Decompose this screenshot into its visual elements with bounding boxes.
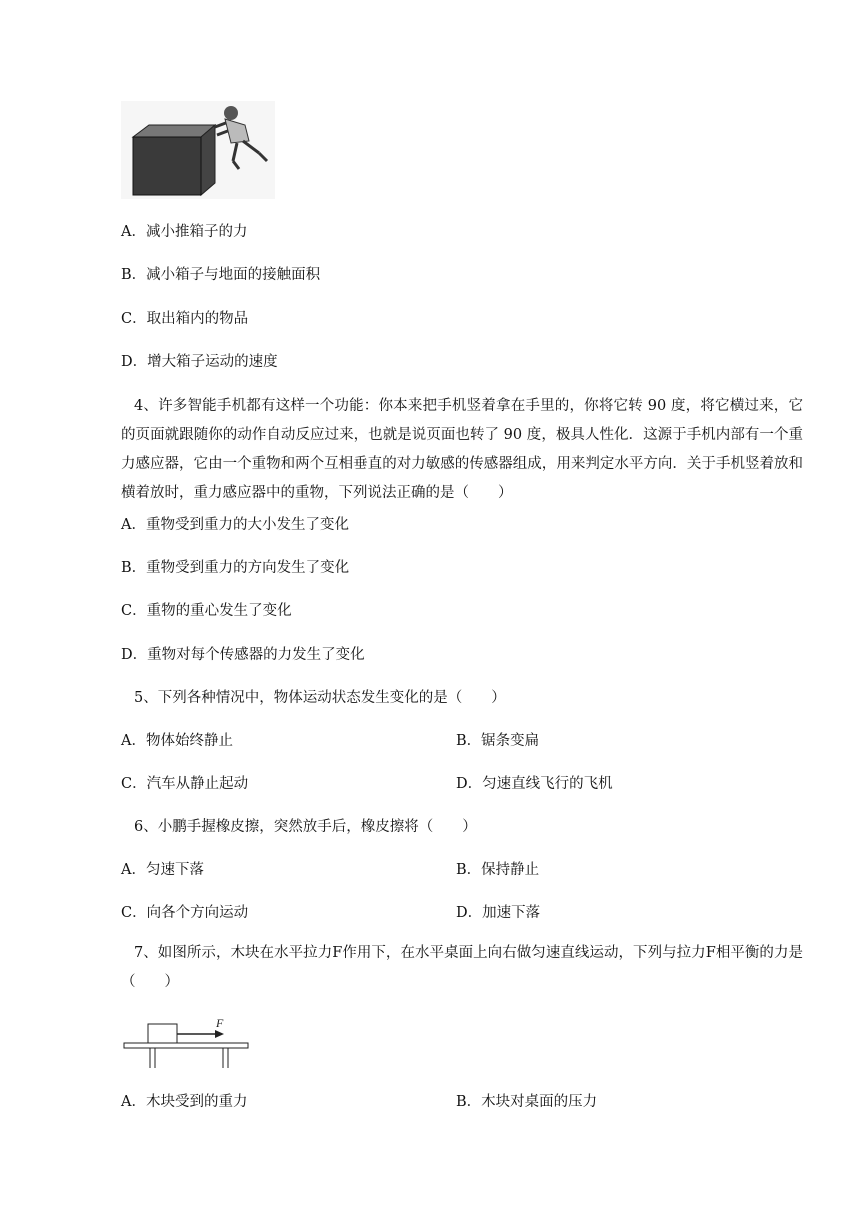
q5-option-b: B．锯条变扁 — [456, 733, 540, 749]
q5-stem: 5、下列各种情况中，物体运动状态发生变化的是（ ） — [134, 690, 506, 706]
q6-option-c: C．向各个方向运动 — [121, 905, 249, 921]
q4-option-d: D．重物对每个传感器的力发生了变化 — [121, 647, 365, 663]
q4-option-a: A．重物受到重力的大小发生了变化 — [121, 517, 349, 533]
q5-option-a: A．物体始终静止 — [121, 733, 233, 749]
q6-option-d: D．加速下落 — [456, 905, 541, 921]
q6-option-a: A．匀速下落 — [121, 862, 204, 878]
q7-option-b: B．木块对桌面的压力 — [456, 1094, 598, 1110]
q5-option-c: C．汽车从静止起动 — [121, 776, 249, 792]
q3-option-b: B．减小箱子与地面的接触面积 — [121, 267, 321, 283]
block-on-table-figure — [121, 1008, 251, 1070]
q6-stem: 6、小鹏手握橡皮擦，突然放手后，橡皮擦将（ ） — [134, 819, 477, 835]
q4-stem: 4、许多智能手机都有这样一个功能：你本来把手机竖着拿在手里的，你将它转 90 度，将它横过来，它的页面就跟随你的动作自动反应过来，也就是说页面也转了 90 度，极具人性化．这源于手机内部有一个重力感应器，它由一个重物和两个互相垂直的对力敏感的传感器组成，用来判定水平方向．关于手机竖着放和横着放时，重力感应器中的重物，下列说法正确的是（ ） — [121, 398, 803, 501]
q3-option-a: A．减小推箱子的力 — [121, 224, 248, 240]
force-label: F — [216, 1016, 224, 1030]
q4-option-b: B．重物受到重力的方向发生了变化 — [121, 560, 350, 576]
boy-pushing-box-figure — [121, 101, 275, 199]
q5-option-d: D．匀速直线飞行的飞机 — [456, 776, 613, 792]
q3-option-d: D．增大箱子运动的速度 — [121, 354, 278, 370]
q4-option-c: C．重物的重心发生了变化 — [121, 603, 292, 619]
q7-stem: 7、如图所示，木块在水平拉力F作用下，在水平桌面上向右做匀速直线运动，下列与拉力F相平衡的力是（ ） — [121, 945, 803, 990]
q6-option-b: B．保持静止 — [456, 862, 540, 878]
q3-option-c: C．取出箱内的物品 — [121, 311, 249, 327]
q7-option-a: A．木块受到的重力 — [121, 1094, 248, 1110]
